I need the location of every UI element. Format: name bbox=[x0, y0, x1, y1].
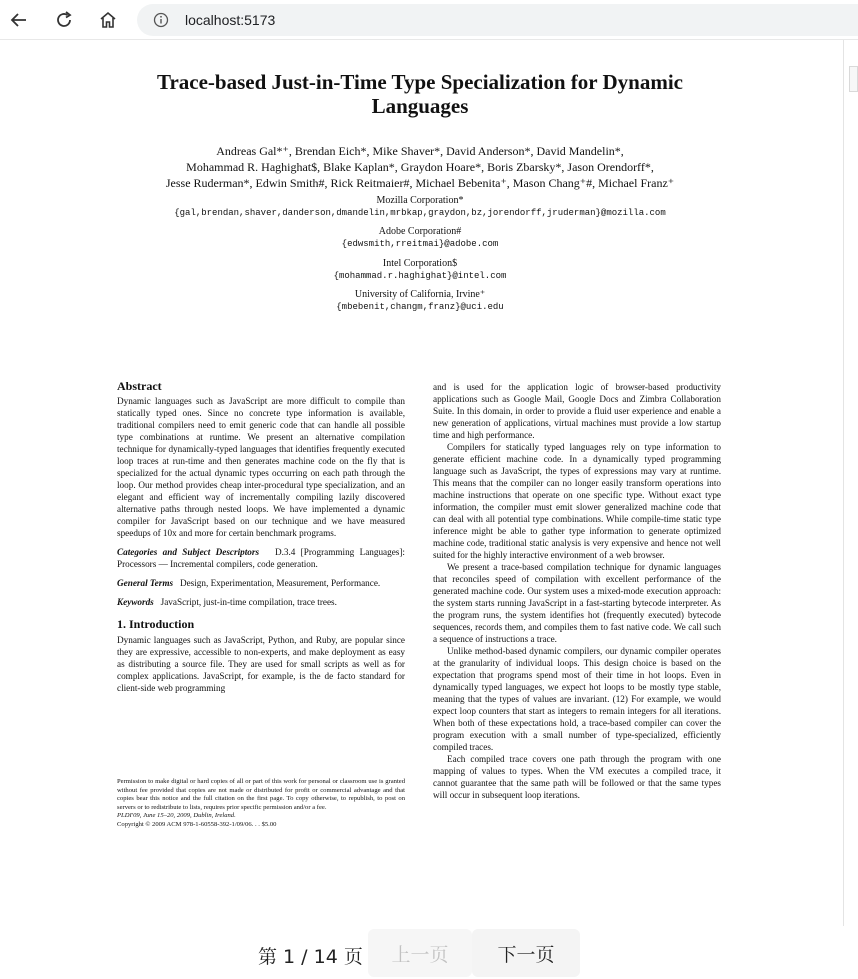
abstract-heading: Abstract bbox=[117, 379, 162, 393]
back-button[interactable] bbox=[5, 6, 33, 34]
affiliation-name: University of California, Irvine⁺ bbox=[354, 289, 486, 300]
url-text[interactable]: localhost:5173 bbox=[185, 12, 276, 28]
home-button[interactable] bbox=[94, 6, 122, 34]
intro-heading: 1. Introduction bbox=[117, 617, 195, 631]
arrow-left-icon bbox=[9, 10, 29, 30]
reload-icon bbox=[54, 10, 74, 30]
terms-block bbox=[117, 577, 405, 589]
address-bar[interactable] bbox=[137, 4, 858, 36]
affiliation-name: Adobe Corporation# bbox=[378, 226, 462, 237]
prev-page-button[interactable]: 上一页 bbox=[368, 929, 472, 977]
reload-button[interactable] bbox=[50, 6, 78, 34]
keywords-label: Keywords bbox=[117, 597, 154, 607]
terms-label: General Terms bbox=[117, 578, 174, 588]
copyright-line: Copyright © 2009 ACM 978-1-60558-392-1/09/06. . . $5.00 bbox=[117, 820, 277, 828]
title-line: Trace-based Just-in-Time Type Specialization for Dynamic bbox=[157, 70, 683, 94]
paper-title bbox=[100, 70, 740, 118]
body-paragraph: We present a trace-based compilation technique for dynamic languages that reconciles speed of compilation with excellent performance of the generated machine code. Our system uses a mixed-mode execution approach: the system starts running JavaScript in a fast-starting bytecode interpreter. As the program runs, the system identifies hot (frequently executed) bytecode sequences, records them, and compiles them to fast native code. We call such a sequence of instructions a trace. bbox=[433, 562, 721, 644]
author-line: Mohammad R. Haghighat$, Blake Kaplan*, Graydon Hoare*, Boris Zbarsky*, Jason Orendorff*, bbox=[186, 160, 654, 174]
page-indicator: 第 1 / 14 页 bbox=[258, 946, 363, 968]
conference-line: PLDI'09, June 15–20, 2009, Dublin, Ireland. bbox=[117, 812, 236, 820]
author-line: Jesse Ruderman*, Edwin Smith#, Rick Reitmaier#, Michael Bebenita⁺, Mason Chang⁺#, Michael Franz⁺ bbox=[165, 176, 675, 190]
affiliation-email: {gal,brendan,shaver,danderson,dmandelin,mrbkap,graydon,bz,jorendorff,jruderman}@mozilla.com bbox=[174, 208, 666, 218]
body-paragraph: and is used for the application logic of browser-based productivity applications such as Google Mail, Google Docs and Zimbra Collaboration Suite. In this domain, in order to provide a fluid user experience and enable a new generation of applications, virtual machines must provide a low startup time and high performance. bbox=[433, 382, 721, 440]
info-icon[interactable] bbox=[153, 12, 169, 28]
keywords-text: JavaScript, just-in-time compilation, trace trees. bbox=[160, 597, 337, 607]
pagination-bar bbox=[0, 928, 858, 979]
affiliation-name: Intel Corporation$ bbox=[382, 258, 458, 269]
categories-block bbox=[117, 546, 405, 570]
next-page-button[interactable]: 下一页 bbox=[472, 929, 580, 977]
browser-toolbar bbox=[0, 0, 858, 40]
body-paragraph: Unlike method-based dynamic compilers, our dynamic compiler operates at the granularity of individual loops. This design choice is based on the expectation that programs spend most of their time in hot loops. Even in dynamically typed languages, we expect hot loops to be mostly type stable, meaning that the types of values are invariant. (12) For example, we would expect loop counters that start as integers to remain integers for all iterations. When both of these expectations hold, a trace-based compiler can cover the program execution with a small number of type-specialized, efficiently compiled traces. bbox=[433, 646, 721, 752]
body-paragraph: Compilers for statically typed languages rely on type information to generate efficient machine code. In a dynamically typed programming language such as JavaScript, the types of expressions may vary at runtime. This means that the compiler can no longer easily transform operations into machine instructions that operate on one specific type. Without exact type information, the compiler must emit slower generalized machine code that can deal with all potential type combinations. While compile-time static type inference might be able to gather type information to generate optimized machine code, traditional static analysis is very expensive and hence not well suited for the highly interactive environment of a web browser. bbox=[433, 442, 721, 560]
author-list bbox=[100, 143, 740, 191]
abstract-text: Dynamic languages such as JavaScript are more difficult to compile than statically typed ones. Since no concrete type information is available, traditional compilers need to emit generic code that can handle all possible type combinations at runtime. We present an alternative compilation technique for dynamically-typed languages that identifies frequently executed loop traces at run-time and then generates machine code on the fly that is specialized for the actual dynamic types occurring on each path through the loop. Our method provides cheap inter-procedural type specialization, and an elegant and efficient way of incrementally compiling lazily discovered alternative paths through nested loops. We have implemented a dynamic compiler for JavaScript based on our technique and we have measured speedups of 10x and more for certain benchmark programs. bbox=[117, 396, 405, 538]
title-line: Languages bbox=[371, 94, 469, 118]
categories-text: D.3.4 [Programming Languages]: Processors — Incremental compilers, code generation. bbox=[117, 547, 405, 569]
permission-text: Permission to make digital or hard copies of all or part of this work for personal or classroom use is granted without fee provided that copies are not made or distributed for profit or commercial advantage and that copies bear this notice and the full citation on the first page. To copy otherwise, to republish, to post on servers or to redistribute to lists, requires prior specific permission and/or a fee. bbox=[117, 778, 405, 811]
author-line: Andreas Gal*⁺, Brendan Eich*, Mike Shaver*, David Anderson*, David Mandelin*, bbox=[216, 144, 624, 158]
home-icon bbox=[98, 10, 118, 30]
affiliation-name: Mozilla Corporation* bbox=[376, 195, 464, 206]
intro-text: Dynamic languages such as JavaScript, Python, and Ruby, are popular since they are expressive, accessible to non-experts, and make deployment as easy as distributing a source file. They are used for small scripts as well as for complex applications. JavaScript, for example, is the de facto standard for client-side web programming bbox=[117, 635, 405, 693]
keywords-block bbox=[117, 596, 405, 608]
left-column bbox=[117, 380, 405, 694]
permission-notice bbox=[117, 778, 405, 830]
scrollbar-thumb[interactable] bbox=[849, 66, 858, 92]
affiliation-email: {mbebenit,changm,franz}@uci.edu bbox=[336, 302, 504, 312]
affiliation-email: {mohammad.r.haghighat}@intel.com bbox=[333, 271, 507, 281]
body-paragraph: Each compiled trace covers one path through the program with one mapping of values to types. When the VM executes a compiled trace, it cannot guarantee that the same path will be followed or that the same types will occur in subsequent loop iterations. bbox=[433, 754, 721, 800]
categories-label: Categories and Subject Descriptors bbox=[117, 547, 260, 557]
affiliation-email: {edwsmith,rreitmai}@adobe.com bbox=[341, 239, 499, 249]
scrollbar-track[interactable] bbox=[848, 44, 858, 924]
terms-text: Design, Experimentation, Measurement, Performance. bbox=[179, 578, 381, 588]
right-column bbox=[433, 381, 721, 801]
